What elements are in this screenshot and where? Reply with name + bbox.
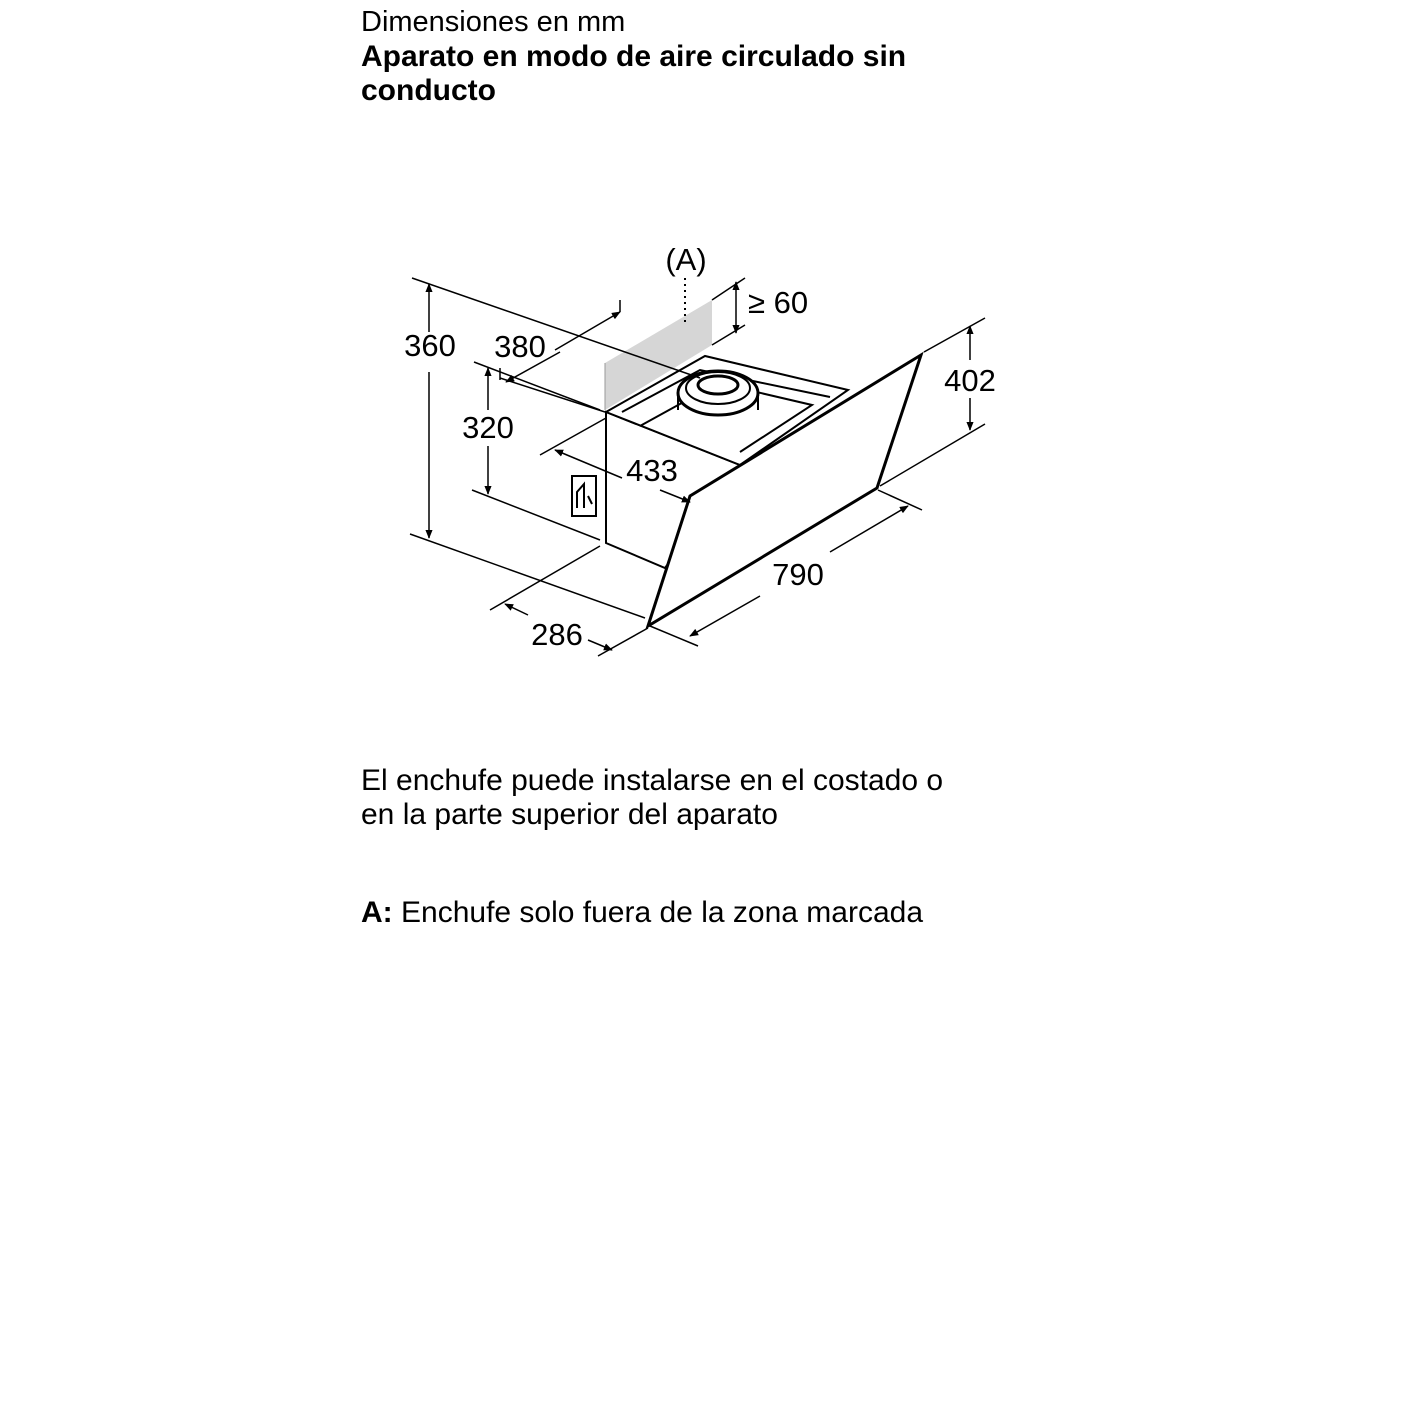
legend-text: Enchufe solo fuera de la zona marcada: [401, 896, 923, 929]
body-depth-label: 433: [626, 453, 678, 488]
note-line-1: El enchufe puede instalarse en el costado o: [361, 764, 944, 797]
width-label: 790: [772, 557, 824, 592]
depth-label: 286: [531, 617, 583, 652]
units-caption: Dimensiones en mm: [361, 6, 626, 38]
body-height-label: 320: [462, 410, 514, 445]
clearance-label: ≥ 60: [748, 285, 809, 320]
total-height-label: 360: [404, 328, 456, 363]
legend: [361, 896, 923, 930]
chimney-width-label: 380: [494, 329, 546, 364]
installation-note: [361, 764, 943, 832]
title-line-2: conducto: [361, 74, 496, 107]
legend-key: A:: [361, 896, 393, 929]
title-line-1: Aparato en modo de aire circulado sin: [361, 40, 907, 73]
zone-label: (A): [665, 242, 707, 277]
glass-height-label: 402: [944, 363, 996, 398]
note-line-2: en la parte superior del aparato: [361, 798, 778, 831]
